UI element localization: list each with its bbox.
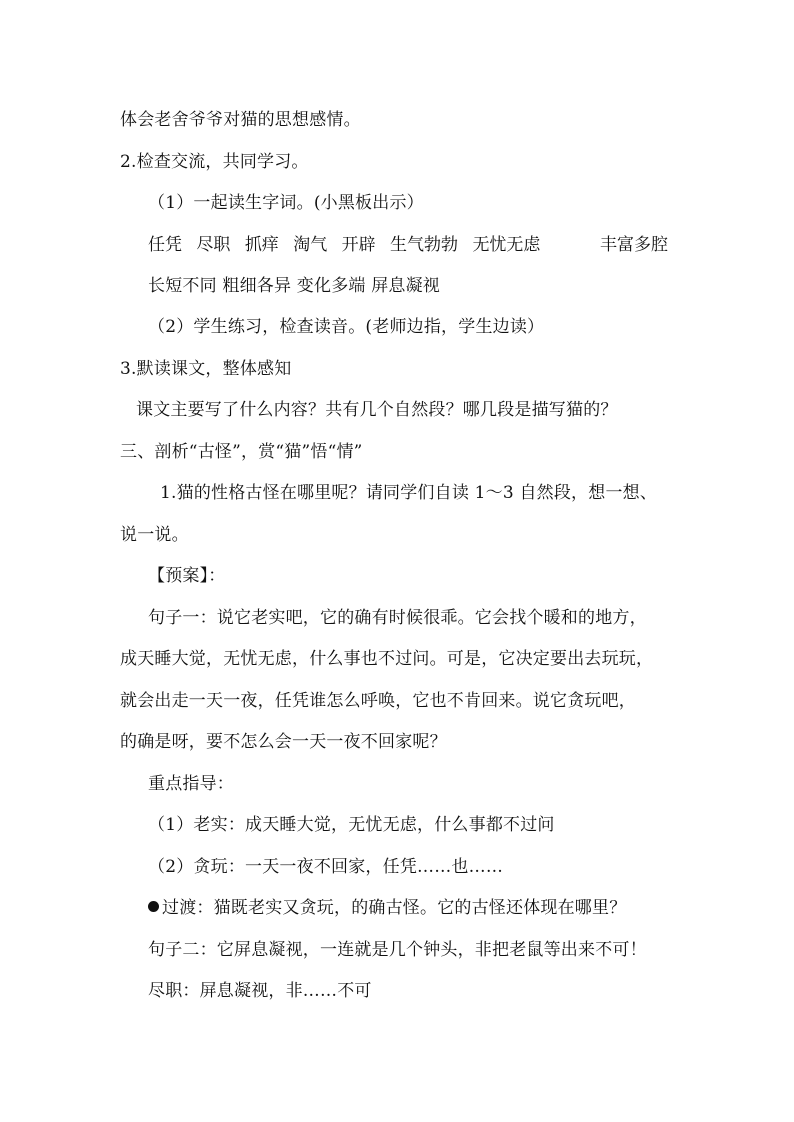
transition-line — [148, 898, 626, 918]
sentence-one-line-2: 成天睡大觉，无忧无虑，什么事也不过问。可是，它决定要出去玩玩， — [120, 649, 654, 669]
guidance-playful: （2）贪玩：一天一夜不回家，任凭……也…… — [148, 857, 504, 877]
dutiful-note: 尽职：屏息凝视，非……不可 — [148, 981, 372, 1001]
sentence-two: 句子二：它屏息凝视，一连就是几个钟头，非把老鼠等出来不可！ — [148, 940, 647, 960]
sentence-one-line-3: 就会出走一天一夜，任凭谁怎么呼唤，它也不肯回来。说它贪玩吧， — [120, 691, 636, 711]
sentence-one-line-4: 的确是呀，要不怎么会一天一夜不回家呢？ — [120, 732, 447, 752]
vocab-word: 生气勃勃 — [390, 235, 459, 255]
label-plan: 【预案】： — [148, 566, 226, 586]
vocab-word: 尽职 — [196, 235, 231, 255]
vocab-word: 任凭 — [148, 235, 182, 255]
step-read-new-words: （1）一起读生字词。(小黑板出示） — [148, 193, 424, 213]
bullet-icon — [148, 901, 159, 912]
heading-check-exchange: 2.检查交流，共同学习。 — [120, 152, 309, 172]
question-cat-character: 1.猫的性格古怪在哪里呢？请同学们自读 1～3 自然段，想一想、 — [160, 483, 658, 503]
question-cat-character-cont: 说一说。 — [120, 525, 189, 545]
paragraph-intro: 体会老舍爷爷对猫的思想感情。 — [120, 110, 361, 130]
sentence-one-line-1: 句子一：说它老实吧，它的确有时候很乖。它会找个暖和的地方， — [148, 608, 647, 628]
label-key-guidance: 重点指导： — [148, 774, 234, 794]
question-main-content: 课文主要写了什么内容？共有几个自然段？哪几段是描写猫的？ — [136, 400, 618, 420]
vocab-word: 淘气 — [293, 235, 328, 255]
transition-text: 过渡：猫既老实又贪玩，的确古怪。它的古怪还体现在哪里？ — [162, 898, 627, 918]
vocab-word: 抓痒 — [244, 235, 279, 255]
heading-section-three: 三、剖析“古怪”，赏“猫”悟“情” — [120, 442, 363, 462]
vocab-row-1 — [148, 235, 549, 255]
vocab-row-2: 长短不同 粗细各异 变化多端 屏息凝视 — [148, 276, 441, 296]
vocab-word: 无忧无虑 — [472, 235, 541, 255]
vocab-word: 开辟 — [341, 235, 376, 255]
step-student-practice: （2）学生练习，检查读音。(老师边指，学生边读） — [148, 317, 545, 337]
vocab-word-extra: 丰富多腔 — [600, 235, 668, 255]
heading-silent-reading: 3.默读课文，整体感知 — [120, 359, 292, 379]
guidance-honest: （1）老实：成天睡大觉，无忧无虑，什么事都不过问 — [148, 815, 555, 835]
